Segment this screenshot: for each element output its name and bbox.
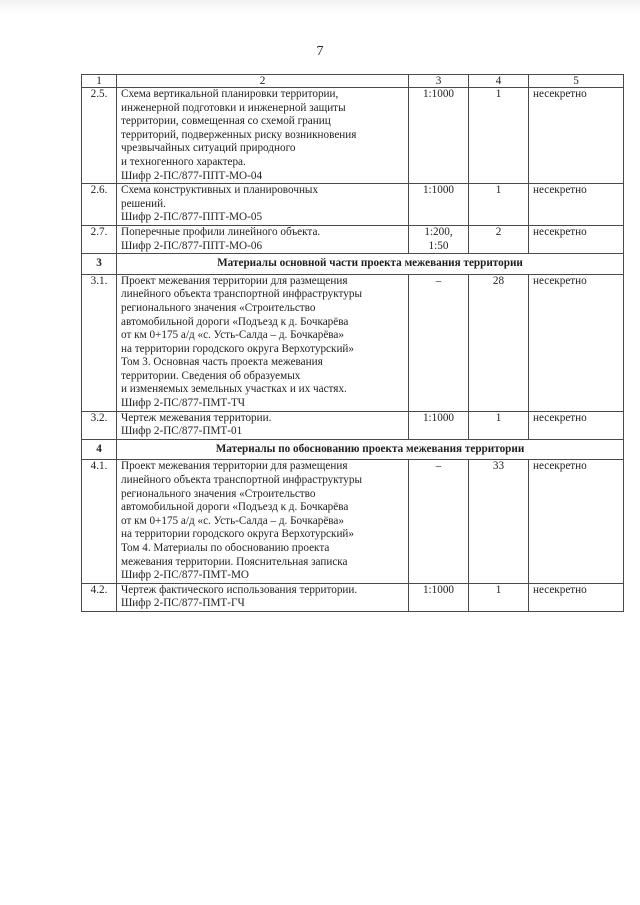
description-line: территории, совмещенная со схемой границ: [121, 115, 331, 128]
description-line: Шифр 2-ПС/877-ППТ-МО-04: [121, 169, 263, 182]
scale-value: 1:1000: [422, 88, 455, 100]
item-number: 2.5.: [82, 88, 117, 184]
description-line: решений.: [121, 197, 166, 210]
description-line: автомобильной дороги «Подъезд к д. Бочкарёва: [121, 315, 349, 328]
description-line: Проект межевания территории для размещения: [121, 274, 348, 287]
page-number: 7: [316, 44, 324, 59]
item-description: [117, 88, 409, 184]
description-line: линейного объекта транспортной инфраструктуры: [121, 474, 362, 487]
item-number: 3.1.: [82, 274, 117, 411]
scale-value: 1:200,: [424, 225, 453, 238]
description-line: от км 0+175 а/д «с. Усть-Салда – д. Бочкарёва»: [121, 329, 344, 342]
item-description: [117, 274, 409, 411]
description-line: Шифр 2-ПС/877-ППТ-МО-06: [121, 239, 263, 252]
table-row: [82, 460, 624, 583]
description-line: Шифр 2-ПС/877-ПМТ-ТЧ: [121, 397, 246, 410]
section-number: 3: [82, 254, 117, 275]
description-line: межевания территории. Пояснительная записка: [121, 555, 348, 568]
scale-value: 1:1000: [422, 411, 455, 424]
section-number: 4: [82, 439, 117, 460]
item-number: 3.2.: [82, 411, 117, 439]
item-sheet-count: 1: [469, 184, 529, 226]
description-line: Поперечные профили линейного объекта.: [121, 225, 321, 238]
item-description: [117, 460, 409, 583]
description-line: Схема вертикальной планировки территории,: [121, 88, 339, 100]
description-line: Проект межевания территории для размещения: [121, 460, 348, 473]
item-scale: [409, 88, 469, 184]
table-row: [82, 184, 624, 226]
description-line: регионального значения «Строительство: [121, 487, 316, 500]
item-number: 4.1.: [82, 460, 117, 583]
table-row: [82, 583, 624, 611]
description-line: Чертеж фактического использования территории.: [121, 583, 358, 596]
column-header: 3: [409, 75, 469, 88]
item-scale: [409, 184, 469, 226]
column-header: 1: [82, 75, 117, 88]
section-row: [82, 439, 624, 460]
documents-table: [81, 74, 624, 612]
item-description: [117, 411, 409, 439]
item-scale: [409, 460, 469, 583]
item-sheet-count: 1: [469, 411, 529, 439]
table-row: [82, 88, 624, 184]
item-scale: [409, 225, 469, 253]
item-secrecy: несекретно: [529, 184, 624, 226]
table-header-row: [82, 75, 624, 88]
scale-value: 1:50: [428, 239, 449, 252]
description-line: на территории городского округа Верхотурский»: [121, 342, 355, 355]
item-sheet-count: 2: [469, 225, 529, 253]
item-secrecy: несекретно: [529, 88, 624, 184]
description-line: на территории городского округа Верхотурский»: [121, 528, 355, 541]
scale-value: –: [435, 274, 442, 287]
description-line: и изменяемых земельных участках и их частях.: [121, 383, 347, 396]
description-line: Шифр 2-ПС/877-ПМТ-ГЧ: [121, 597, 245, 610]
item-description: [117, 225, 409, 253]
item-scale: [409, 411, 469, 439]
scale-value: –: [435, 460, 442, 473]
item-scale: [409, 583, 469, 611]
item-secrecy: несекретно: [529, 274, 624, 411]
scale-value: 1:1000: [422, 184, 455, 197]
item-scale: [409, 274, 469, 411]
description-line: и техногенного характера.: [121, 155, 246, 168]
column-header: 4: [469, 75, 529, 88]
column-header: 2: [117, 75, 409, 88]
item-secrecy: несекретно: [529, 411, 624, 439]
description-line: линейного объекта транспортной инфраструктуры: [121, 288, 362, 301]
table-row: [82, 411, 624, 439]
item-description: [117, 583, 409, 611]
description-line: Шифр 2-ПС/877-ППТ-МО-05: [121, 211, 263, 224]
documents-table-body: [82, 75, 624, 612]
item-sheet-count: 33: [469, 460, 529, 583]
description-line: регионального значения «Строительство: [121, 301, 316, 314]
item-number: 4.2.: [82, 583, 117, 611]
item-sheet-count: 28: [469, 274, 529, 411]
description-line: от км 0+175 а/д «с. Усть-Салда – д. Бочкарёва»: [121, 514, 344, 527]
description-line: автомобильной дороги «Подъезд к д. Бочкарёва: [121, 501, 349, 514]
description-line: чрезвычайных ситуаций природного: [121, 142, 296, 155]
section-title: Материалы по обоснованию проекта межевания территории: [117, 439, 624, 460]
item-secrecy: несекретно: [529, 460, 624, 583]
description-line: Шифр 2-ПС/877-ПМТ-МО: [121, 569, 250, 582]
description-line: Том 4. Материалы по обоснованию проекта: [121, 542, 330, 554]
item-secrecy: несекретно: [529, 225, 624, 253]
table-row: [82, 225, 624, 253]
description-line: инженерной подготовки и инженерной защиты: [121, 101, 346, 114]
item-number: 2.7.: [82, 225, 117, 253]
description-line: Том 3. Основная часть проекта межевания: [121, 356, 323, 369]
item-number: 2.6.: [82, 184, 117, 226]
description-line: Шифр 2-ПС/877-ПМТ-01: [121, 425, 243, 438]
description-line: территорий, подверженных риску возникновения: [121, 128, 357, 141]
scale-value: 1:1000: [422, 583, 455, 596]
table-row: [82, 274, 624, 411]
item-sheet-count: 1: [469, 583, 529, 611]
item-description: [117, 184, 409, 226]
section-title: Материалы основной части проекта межевания территории: [117, 254, 624, 275]
item-secrecy: несекретно: [529, 583, 624, 611]
description-line: территории. Сведения об образуемых: [121, 369, 301, 382]
scan-top-edge: [0, 0, 640, 14]
description-line: Схема конструктивных и планировочных: [121, 184, 319, 197]
section-row: [82, 254, 624, 275]
description-line: Чертеж межевания территории.: [121, 411, 272, 424]
item-sheet-count: 1: [469, 88, 529, 184]
column-header: 5: [529, 75, 624, 88]
